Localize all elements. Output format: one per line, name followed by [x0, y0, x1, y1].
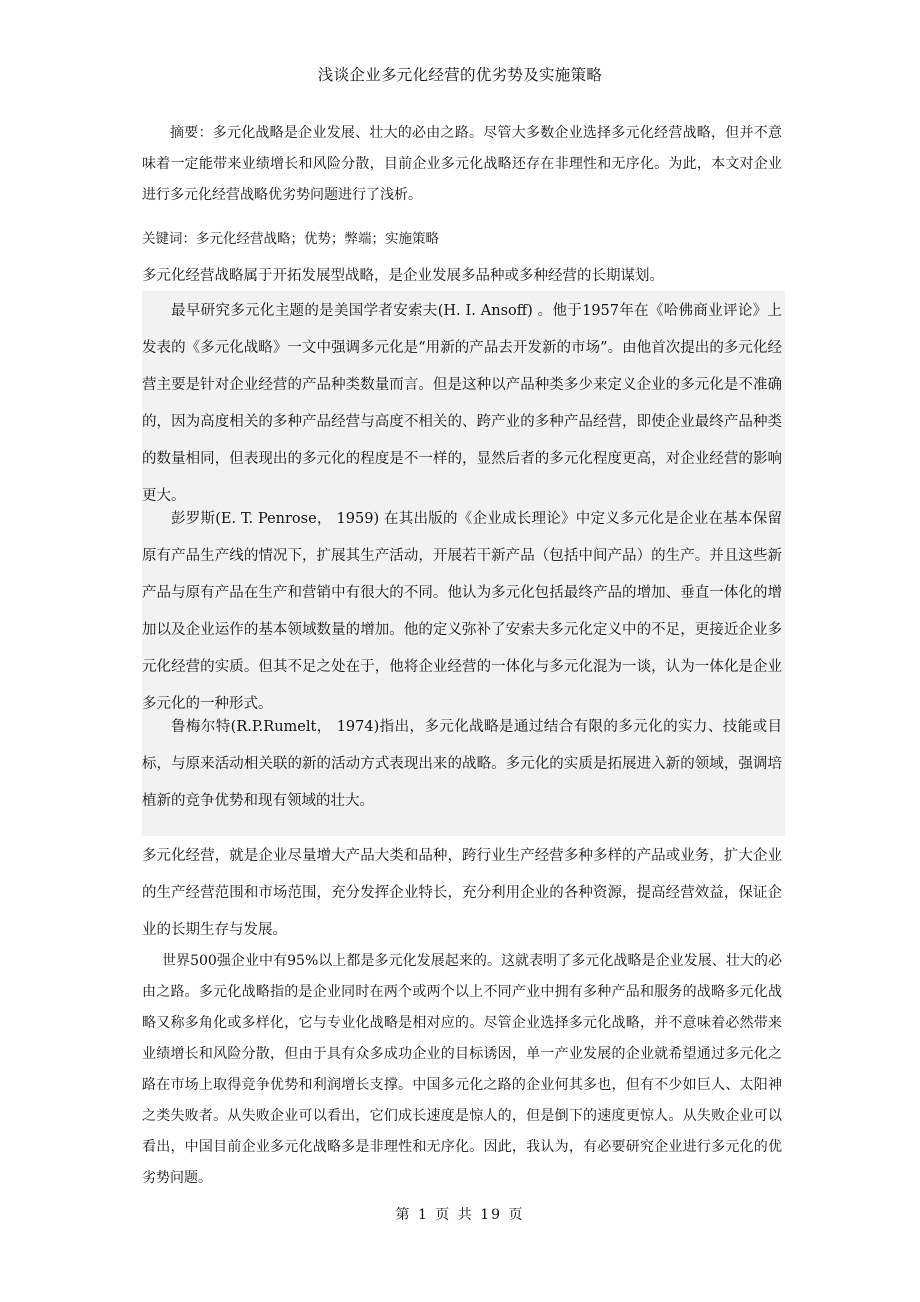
paragraph-ansoff: 最早研究多元化主题的是美国学者安索夫(H. I. Ansoff) 。他于1957年在《哈佛商业评论》上发表的《多元化战略》一文中强调多元化是“用新的产品去开发新的市场”。由他首次提出的多元化经营主要是针对企业经营的产品种类数量而言。但是这种以产品种类多少来定义企业的多元化是不准确的，因为高度相关的多种产品经营与高度不相关的、跨产业的多种产品经营，即使企业最终产品种类的数量相同，但表现出的多元化的程度是不一样的，显然后者的多元化程度更高，对企业经营的影响更大。 [142, 303, 782, 504]
paragraph-rumelt: 鲁梅尔特(R.P.Rumelt， 1974)指出，多元化战略是通过结合有限的多元化的实力、技能或目标，与原来活动相关联的新的活动方式表现出来的战略。多元化的实质是拓展进入新的领域，强调培植新的竞争优势和现有领域的壮大。 [142, 719, 782, 809]
paragraph-world500: 世界500强企业中有95%以上都是多元化发展起来的。这就表明了多元化战略是企业发展、壮大的必由之路。多元化战略指的是企业同时在两个或两个以上不同产业中拥有多种产品和服务的战略多元化战略又称多角化或多样化，它与专业化战略是相对应的。尽管企业选择多元化战略，并不意味着必然带来业绩增长和风险分散，但由于具有众多成功企业的目标诱因，单一产业发展的企业就希望通过多元化之路在市场上取得竞争优势和利润增长支撑。中国多元化之路的企业何其多也，但有不少如巨人、太阳神之类失败者。从失败企业可以看出，它们成长速度是惊人的，但是倒下的速度更惊人。从失败企业可以看出，中国目前企业多元化战略多是非理性和无序化。因此，我认为，有必要研究企业进行多元化的优劣势问题。 [142, 953, 782, 1186]
page-footer: 第 1 页 共 19 页 [395, 1207, 525, 1223]
paragraph-diversification: 多元化经营，就是企业尽量增大产品大类和品种，跨行业生产经营多种多样的产品或业务，扩大企业的生产经营范围和市场范围，充分发挥企业特长，充分利用企业的各种资源，提高经营效益，保证企业的长期生存与发展。 [142, 848, 782, 938]
document-title: 浅谈企业多元化经营的优劣势及实施策略 [317, 66, 603, 84]
keywords-line: 关键词：多元化经营战略；优势；弊端；实施策略 [142, 231, 439, 247]
abstract-paragraph: 摘要：多元化战略是企业发展、壮大的必由之路。尽管大多数企业选择多元化经营战略，但并不意味着一定能带来业绩增长和风险分散，目前企业多元化战略还存在非理性和无序化。为此，本文对企业进行多元化经营战略优劣势问题进行了浅析。 [142, 125, 782, 203]
lead-paragraph: 多元化经营战略属于开拓发展型战略，是企业发展多品种或多种经营的长期谋划。 [142, 268, 664, 284]
highlighted-definitions-block [142, 291, 785, 836]
paragraph-penrose: 彭罗斯(E. T. Penrose， 1959) 在其出版的《企业成长理论》中定义多元化是企业在基本保留原有产品生产线的情况下，扩展其生产活动，开展若干新产品（包括中间产品）的生产。并且这些新产品与原有产品在生产和营销中有很大的不同。他认为多元化包括最终产品的增加、垂直一体化的增加以及企业运作的基本领域数量的增加。他的定义弥补了安索夫多元化定义中的不足，更接近企业多元化经营的实质。但其不足之处在于，他将企业经营的一体化与多元化混为一谈，认为一体化是企业多元化的一种形式。 [142, 511, 782, 712]
